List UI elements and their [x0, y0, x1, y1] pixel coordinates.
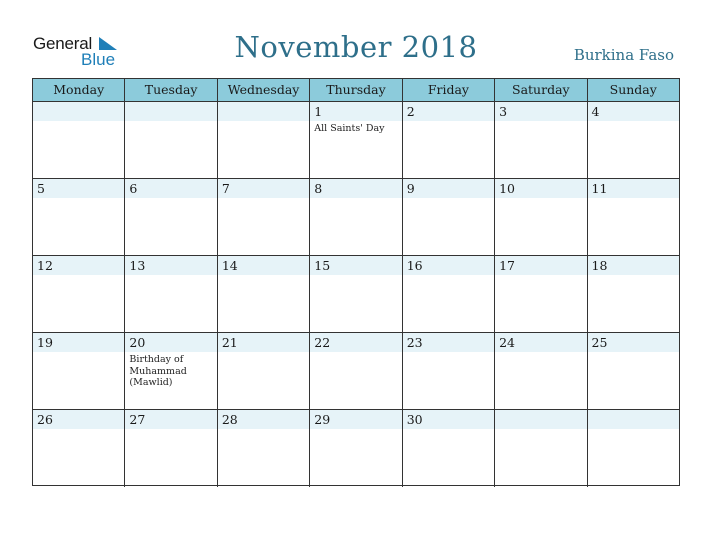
day-cell[interactable]: [218, 333, 310, 409]
holiday-label: All Saints' Day: [314, 123, 385, 134]
day-cell[interactable]: [218, 256, 310, 332]
day-cell[interactable]: [495, 333, 587, 409]
day-header-band: [588, 410, 679, 429]
day-cell[interactable]: [33, 179, 125, 255]
day-number: 17: [499, 258, 516, 273]
day-cell[interactable]: [403, 102, 495, 178]
day-cell[interactable]: [495, 102, 587, 178]
day-number: 18: [591, 258, 608, 273]
day-number: 11: [591, 181, 608, 196]
week-row: [33, 102, 679, 179]
day-cell[interactable]: [125, 102, 217, 178]
day-cell[interactable]: [403, 410, 495, 487]
week-row: [33, 410, 679, 487]
day-header-band: [310, 102, 401, 121]
day-number: 9: [406, 181, 415, 196]
day-number: 27: [129, 412, 146, 427]
day-cell[interactable]: [588, 256, 679, 332]
week-row: [33, 179, 679, 256]
calendar-header: [0, 0, 712, 78]
day-cell[interactable]: [33, 333, 125, 409]
day-number: 21: [221, 335, 238, 350]
day-header-band: [218, 102, 309, 121]
day-number: 3: [499, 104, 508, 119]
day-number: 8: [314, 181, 323, 196]
day-number: 10: [499, 181, 516, 196]
day-number: 29: [314, 412, 331, 427]
day-header-band: [218, 179, 309, 198]
day-header-band: [125, 179, 216, 198]
day-cell[interactable]: [588, 333, 679, 409]
weekday-header-row: [33, 79, 679, 102]
day-number: 6: [129, 181, 138, 196]
day-header-band: [33, 102, 124, 121]
day-cell[interactable]: [495, 179, 587, 255]
day-number: 7: [221, 181, 230, 196]
day-cell[interactable]: [310, 102, 402, 178]
weekday-saturday: Saturday: [495, 79, 587, 101]
day-cell[interactable]: [310, 410, 402, 487]
day-cell[interactable]: [403, 256, 495, 332]
weekday-sunday: Sunday: [609, 82, 657, 97]
day-number: 13: [129, 258, 146, 273]
day-header-band: [310, 179, 401, 198]
day-cell[interactable]: [218, 410, 310, 487]
day-cell[interactable]: [588, 410, 679, 487]
weekday-friday: Friday: [403, 79, 495, 101]
day-cell[interactable]: [588, 179, 679, 255]
day-number: 22: [314, 335, 331, 350]
day-cell[interactable]: [310, 179, 402, 255]
day-number: 23: [406, 335, 423, 350]
day-cell[interactable]: [495, 256, 587, 332]
day-cell[interactable]: [33, 410, 125, 487]
day-header-band: [495, 102, 586, 121]
holiday-label: Birthday of Muhammad (Mawlid): [129, 354, 187, 388]
brand-word-blue: Blue: [81, 50, 116, 69]
day-number: 19: [37, 335, 53, 350]
day-cell[interactable]: [33, 102, 125, 178]
weekday-wednesday: Wednesday: [218, 79, 310, 101]
weekday-monday: Monday: [33, 79, 125, 101]
day-cell[interactable]: [403, 333, 495, 409]
country-label: Burkina Faso: [573, 46, 674, 64]
day-cell[interactable]: [218, 102, 310, 178]
day-cell[interactable]: [218, 179, 310, 255]
day-header-band: [403, 179, 494, 198]
day-cell[interactable]: [495, 410, 587, 487]
calendar-grid: [32, 78, 680, 486]
day-number: 4: [591, 104, 600, 119]
day-number: 15: [314, 258, 331, 273]
day-number: 28: [221, 412, 238, 427]
day-header-band: [495, 410, 586, 429]
day-cell[interactable]: [125, 256, 217, 332]
day-header-band: [125, 102, 216, 121]
day-number: 25: [591, 335, 608, 350]
day-cell[interactable]: [403, 179, 495, 255]
day-number: 12: [37, 258, 53, 273]
week-row: [33, 333, 679, 410]
day-number: 14: [221, 258, 238, 273]
day-cell[interactable]: [588, 102, 679, 178]
day-number: 26: [37, 412, 53, 427]
day-number: 16: [406, 258, 423, 273]
day-number: 20: [129, 335, 146, 350]
day-header-band: [33, 179, 124, 198]
day-number: 1: [314, 104, 323, 119]
weekday-tuesday: Tuesday: [125, 79, 217, 101]
page-title: November 2018: [234, 30, 478, 64]
day-header-band: [403, 102, 494, 121]
day-cell[interactable]: [125, 333, 217, 409]
weekday-thursday: Thursday: [310, 79, 402, 101]
day-number: 30: [406, 412, 423, 427]
day-cell[interactable]: [33, 256, 125, 332]
week-row: [33, 256, 679, 333]
day-header-band: [588, 102, 679, 121]
day-cell[interactable]: [310, 256, 402, 332]
day-number: 24: [499, 335, 516, 350]
day-cell[interactable]: [125, 410, 217, 487]
day-number: 2: [406, 104, 415, 119]
day-cell[interactable]: [310, 333, 402, 409]
brand-word-general: General: [33, 34, 93, 53]
day-number: 5: [37, 181, 45, 196]
day-cell[interactable]: [125, 179, 217, 255]
